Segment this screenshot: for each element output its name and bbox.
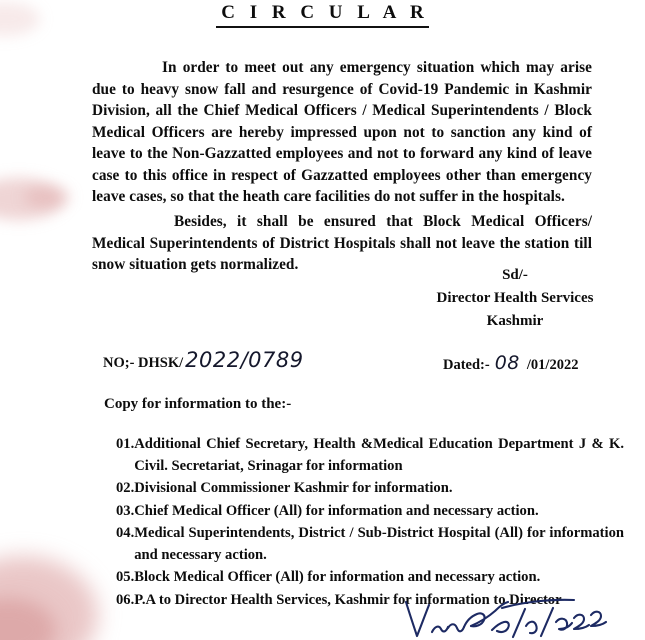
list-item-text: Additional Chief Secretary, Health &Medical Education Department J & K. Civil. Secretariat, Srinagar for information — [134, 436, 624, 474]
scan-artifact-smudge — [0, 598, 56, 640]
date-row — [443, 352, 578, 374]
signature-sd-line: Sd/- — [502, 267, 528, 283]
handwritten-signature — [398, 596, 628, 640]
reference-number-label: NO;- DHSK/ — [103, 355, 184, 371]
list-item — [116, 567, 624, 589]
list-item-number: 03. — [116, 502, 135, 519]
body-paragraph-1: In order to meet out any emergency situation which may arise due to heavy snow fall and resurgence of Covid-19 Pandemic in Kashmir Division, all the Chief Medical Officers / Medical Superintendents / Block Medical Officers are hereby impressed upon not to sanction any kind of leave to the Non-Gazzatted employees and not to forward any kind of leave case to this office in respect of Gazzatted employees other than emergency leave cases, so that the heath care facilities do not suffer in the hospitals. — [92, 59, 592, 206]
date-printed-rest: /01/2022 — [526, 357, 579, 373]
list-item — [116, 434, 624, 477]
scan-artifact-smudge — [0, 178, 64, 220]
scan-artifact-smudge — [24, 186, 70, 208]
list-item-number: 02. — [116, 480, 135, 496]
list-item-text: P.A to Director Health Services, Kashmir for information to Director — [134, 591, 562, 608]
signature-designation: Director Health Services — [436, 290, 594, 306]
list-item-number: 06. — [116, 591, 135, 608]
distribution-list — [116, 434, 624, 612]
title-text: C I R C U L A R — [216, 2, 429, 28]
list-item — [116, 501, 624, 523]
copy-for-information-line: Copy for information to the:- — [104, 396, 292, 412]
list-item-text: Divisional Commissioner Kashmir for information. — [134, 480, 453, 496]
body-paragraph-2: Besides, it shall be ensured that Block Medical Officers/ Medical Superintendents of District Hospitals shall not leave the station till snow situation gets normalized. — [92, 213, 592, 274]
reference-number-row — [103, 348, 304, 372]
signature-block — [400, 264, 630, 333]
list-item-text: Medical Superintendents, District / Sub-District Hospital (All) for information and necessary action. — [134, 525, 624, 563]
list-item-text: Block Medical Officer (All) for information and necessary action. — [134, 569, 541, 585]
signature-ink-icon — [398, 596, 628, 640]
list-item-text: Chief Medical Officer (All) for information and necessary action. — [134, 502, 539, 519]
date-label: Dated:- — [443, 357, 490, 373]
list-item-number: 01. — [116, 436, 135, 452]
list-item — [116, 523, 624, 566]
signature-location: Kashmir — [486, 313, 544, 329]
list-item-number: 05. — [116, 569, 135, 585]
date-day-handwritten: 08 — [494, 352, 520, 374]
document-title — [0, 2, 645, 28]
list-item-number: 04. — [116, 525, 135, 541]
reference-number-handwritten: 2022/0789 — [185, 348, 304, 372]
scan-artifact-smudge — [0, 556, 98, 640]
list-item — [116, 478, 624, 500]
